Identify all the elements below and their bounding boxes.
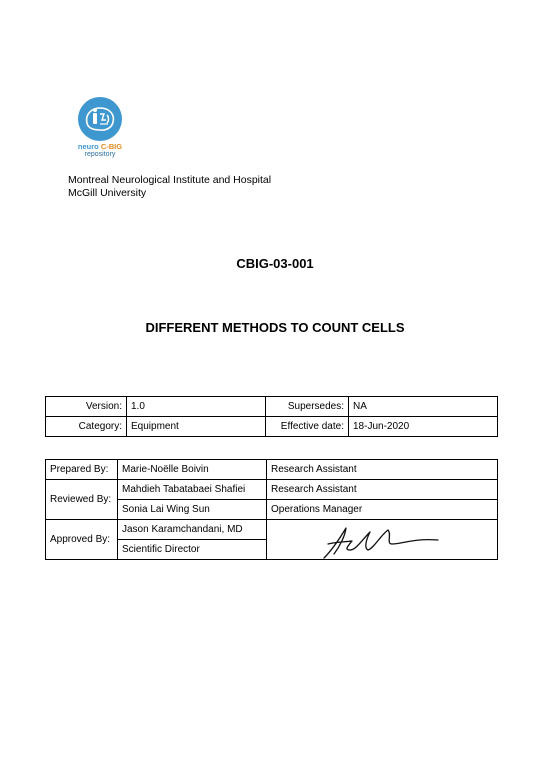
effective-date-label: Effective date: xyxy=(266,417,349,437)
logo-subtitle: repository xyxy=(84,151,116,158)
prepared-by-role: Research Assistant xyxy=(267,460,498,480)
reviewer-role: Research Assistant xyxy=(267,480,498,500)
document-meta-table xyxy=(45,396,498,437)
logo-name: neuro C-BIG xyxy=(77,142,123,151)
version-label: Version: xyxy=(46,397,127,417)
university-name: McGill University xyxy=(68,187,147,199)
reviewer-role: Operations Manager xyxy=(267,500,498,520)
table-row xyxy=(46,480,498,500)
table-row xyxy=(46,397,498,417)
category-label: Category: xyxy=(46,417,127,437)
effective-date-value: 18-Jun-2020 xyxy=(349,417,498,437)
version-value: 1.0 xyxy=(127,397,266,417)
table-row xyxy=(46,417,498,437)
approver-role: Scientific Director xyxy=(118,540,267,560)
prepared-by-label: Prepared By: xyxy=(46,460,118,480)
table-row xyxy=(46,460,498,480)
prepared-by-name: Marie-Noëlle Boivin xyxy=(118,460,267,480)
document-id: CBIG-03-001 xyxy=(236,256,314,271)
supersedes-value: NA xyxy=(349,397,498,417)
supersedes-label: Supersedes: xyxy=(266,397,349,417)
document-title: DIFFERENT METHODS TO COUNT CELLS xyxy=(145,320,405,335)
category-value: Equipment xyxy=(127,417,266,437)
reviewer-name: Mahdieh Tabatabaei Shafiei xyxy=(118,480,267,500)
reviewer-name: Sonia Lai Wing Sun xyxy=(118,500,267,520)
approver-name: Jason Karamchandani, MD xyxy=(118,520,267,540)
approved-by-label: Approved By: xyxy=(46,520,118,560)
institute-name: Montreal Neurological Institute and Hospital xyxy=(68,174,272,186)
logo-emblem-icon xyxy=(78,97,122,141)
institute-block xyxy=(68,174,271,200)
reviewed-by-label: Reviewed By: xyxy=(46,480,118,520)
signature-image xyxy=(318,522,442,562)
